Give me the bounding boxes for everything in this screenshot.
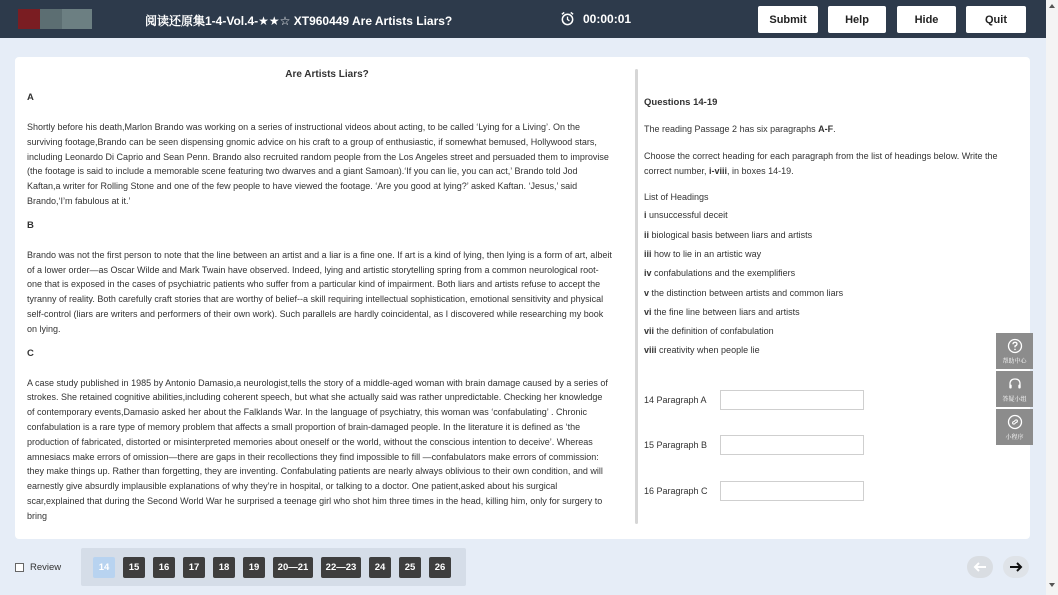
tool-label: 答疑小组 — [1002, 396, 1027, 403]
review-checkbox[interactable] — [15, 563, 24, 572]
content-panel — [15, 57, 1030, 539]
timer — [560, 11, 631, 26]
mini-program-icon — [1007, 414, 1023, 430]
top-bar — [0, 0, 1046, 38]
page-scrollbar[interactable] — [1046, 0, 1058, 595]
paragraph-letter: B — [27, 219, 34, 231]
question-number-button[interactable]: 24 — [369, 557, 391, 578]
tool-label: 帮助中心 — [1002, 358, 1027, 365]
paragraph-letter: C — [27, 347, 34, 359]
heading-text: unsuccessful deceit — [649, 210, 728, 221]
questions-intro — [644, 122, 1022, 137]
quit-button[interactable]: Quit — [966, 6, 1026, 33]
headset-icon — [1007, 376, 1023, 392]
help-button[interactable]: Help — [828, 6, 886, 33]
heading-number: i — [644, 210, 647, 221]
paragraph-text: Shortly before his death,Marlon Brando was working on a series of instructional videos about acting, to be called ‘Lying for a Living’. On the surviving footage,Brando can be seen dispensing gnomic advice on his craft to a group of enthusiastic, if somewhat bemused, Hollywood stars, including Leonardo Di Caprio and Sean Penn. Brando also recruited random people from the Los Angeles street and persuaded them to improvise (the footage is said to include a memorable scene featuring two dwarves and a giant Samoan).‘If you can lie, you can act,’ Brando told Jod Kaftan,a writer for Rolling Stone and one of the few people to have viewed the footage. ‘Are you good at lying?’ asked Kaftan. ‘Jesus,’ said Brando,‘I’m fabulous at it.’ — [27, 122, 609, 206]
question-number-button[interactable]: 15 — [123, 557, 145, 578]
hide-button[interactable]: Hide — [897, 6, 956, 33]
instructions-bold: i-viii — [709, 165, 728, 176]
heading-number: vi — [644, 306, 652, 317]
scroll-down-icon[interactable] — [1049, 583, 1055, 587]
heading-option — [644, 268, 1030, 278]
logo-block — [62, 9, 92, 29]
paragraph-letter: A — [27, 92, 34, 103]
heading-number: viii — [644, 345, 657, 356]
next-button[interactable] — [1003, 556, 1029, 578]
timer-value: 00:00:01 — [583, 11, 632, 26]
heading-option — [644, 249, 1030, 259]
tool-label: 小程序 — [1005, 434, 1024, 441]
question-number-button[interactable]: 16 — [153, 557, 175, 578]
heading-option — [644, 307, 1030, 317]
heading-text: the fine line between liars and artists — [654, 306, 800, 317]
question-number-button[interactable]: 19 — [243, 557, 265, 578]
answer-input[interactable] — [720, 481, 864, 501]
side-tools — [996, 333, 1033, 447]
heading-text: how to lie in an artistic way — [654, 248, 762, 259]
heading-text: confabulations and the exemplifiers — [654, 268, 796, 279]
heading-option — [644, 288, 1030, 298]
answer-label: 16 Paragraph C — [644, 486, 708, 496]
questions-instructions — [644, 149, 1022, 179]
heading-number: v — [644, 287, 650, 298]
question-number-button[interactable]: 14 — [93, 557, 115, 578]
help-center-button[interactable] — [996, 333, 1033, 369]
answer-row — [644, 435, 864, 455]
logo-block — [40, 9, 62, 29]
question-number-button[interactable]: 20—21 — [273, 557, 313, 578]
question-navigator — [81, 548, 466, 586]
paragraph-text: Brando was not the first person to note that the line between an artist and a liar is a fine one. If art is a kind of lying, then lying is a form of art, albeit of a lower order—as Oscar Wilde and Mark Twain have observed. Indeed, lying and artistic storytelling spring from a common neurological root-one that is exposed in the cases of psychiatric patients who suffer from a particular kind of impairment. Both liars and artists refuse to accept the tyranny of reality. Both carefully craft stories that are worthy of belief--a skill requiring intellectual sophistication, emotional sensitivity and physical self-control (liars are writers and performers of their own work). Such parallels are hardly coincidental, as I discovered while researching my book on lying. — [27, 249, 612, 334]
heading-option — [644, 326, 1030, 336]
logo-block — [18, 9, 40, 29]
answer-label: 14 Paragraph A — [644, 395, 707, 405]
heading-text: the definition of confabulation — [656, 326, 774, 337]
alarm-clock-icon — [560, 11, 575, 26]
questions-heading: Questions 14-19 — [644, 97, 718, 108]
heading-option — [644, 230, 1030, 240]
heading-option — [644, 210, 1030, 220]
arrow-right-icon — [1009, 562, 1023, 572]
heading-text: the distinction between artists and common liars — [651, 287, 844, 298]
instructions-text: Choose the correct heading for each paragraph from the list of headings below. Write the correct number, — [644, 150, 998, 176]
question-number-button[interactable]: 22—23 — [321, 557, 361, 578]
question-number-button[interactable]: 25 — [399, 557, 421, 578]
reading-passage[interactable] — [15, 57, 627, 539]
heading-number: ii — [644, 229, 650, 240]
heading-number: vii — [644, 326, 655, 337]
questions-panel — [644, 57, 1030, 539]
scroll-up-icon[interactable] — [1049, 4, 1055, 8]
review-label: Review — [30, 562, 62, 573]
instructions-suffix: , in boxes 14-19. — [727, 165, 794, 176]
review-toggle[interactable] — [15, 562, 61, 573]
heading-number: iv — [644, 268, 652, 279]
intro-text: The reading Passage 2 has six paragraphs — [644, 124, 819, 134]
mini-program-button[interactable] — [996, 409, 1033, 445]
support-group-button[interactable] — [996, 371, 1033, 407]
heading-option — [644, 345, 1030, 355]
answer-label: 15 Paragraph B — [644, 440, 708, 450]
passage-title: Are Artists Liars? — [285, 69, 369, 80]
heading-text: creativity when people lie — [659, 345, 760, 356]
headings-list-title: List of Headings — [644, 192, 709, 203]
submit-button[interactable]: Submit — [758, 6, 818, 33]
intro-bold: A-F — [818, 124, 834, 134]
answer-input[interactable] — [720, 435, 864, 455]
arrow-left-icon — [973, 562, 987, 572]
headings-list — [644, 210, 1030, 355]
question-icon — [1007, 338, 1023, 354]
question-number-button[interactable]: 17 — [183, 557, 205, 578]
question-number-button[interactable]: 18 — [213, 557, 235, 578]
question-number-button[interactable]: 26 — [429, 557, 451, 578]
exam-title: 阅读还原集1-4-Vol.4-★★☆ XT960449 Are Artists Liars? — [145, 14, 453, 28]
answer-input[interactable] — [720, 390, 864, 410]
answer-row — [644, 390, 864, 410]
pane-divider[interactable] — [635, 69, 638, 524]
logo — [18, 9, 92, 29]
heading-number: iii — [644, 248, 652, 259]
previous-button[interactable] — [967, 556, 993, 578]
heading-text: biological basis between liars and artists — [651, 229, 813, 240]
intro-suffix: . — [833, 124, 836, 134]
answer-row — [644, 481, 864, 501]
paragraph-text: A case study published in 1985 by Antonio Damasio,a neurologist,tells the story of a middle-aged woman with brain damage caused by a series of strokes. She retained cognitive abilities,including coherent speech, but what she actually said was rather unpredictable. Checking her knowledge of contemporary events,Damasio asked her about the Falklands War. In the language of psychiatry, this woman was ‘confabulating’ . Chronic confabulation is a rare type of memory problem that affects a small proportion of brain-damaged people. In the literature it is defined as ‘the production of fabricated, distorted or misinterpreted memories about oneself or the world, without the conscious intention to deceive’. Whereas amnesiacs make errors of omission—there are gaps in their recollections they find impossible to fill —confabulators make errors of commission: they make things up. Rather than forgetting, they are inventing. Confabulating patients are nearly always oblivious to their own condition, and will earnestly give absurdly implausible explanations of why they’re in hospital, or talking to a doctor. One patient,asked about his surgical scar,explained that during the Second World War he surprised a teenage girl who shot him three times in the head, killing him, only for surgery to bring — [27, 377, 608, 521]
